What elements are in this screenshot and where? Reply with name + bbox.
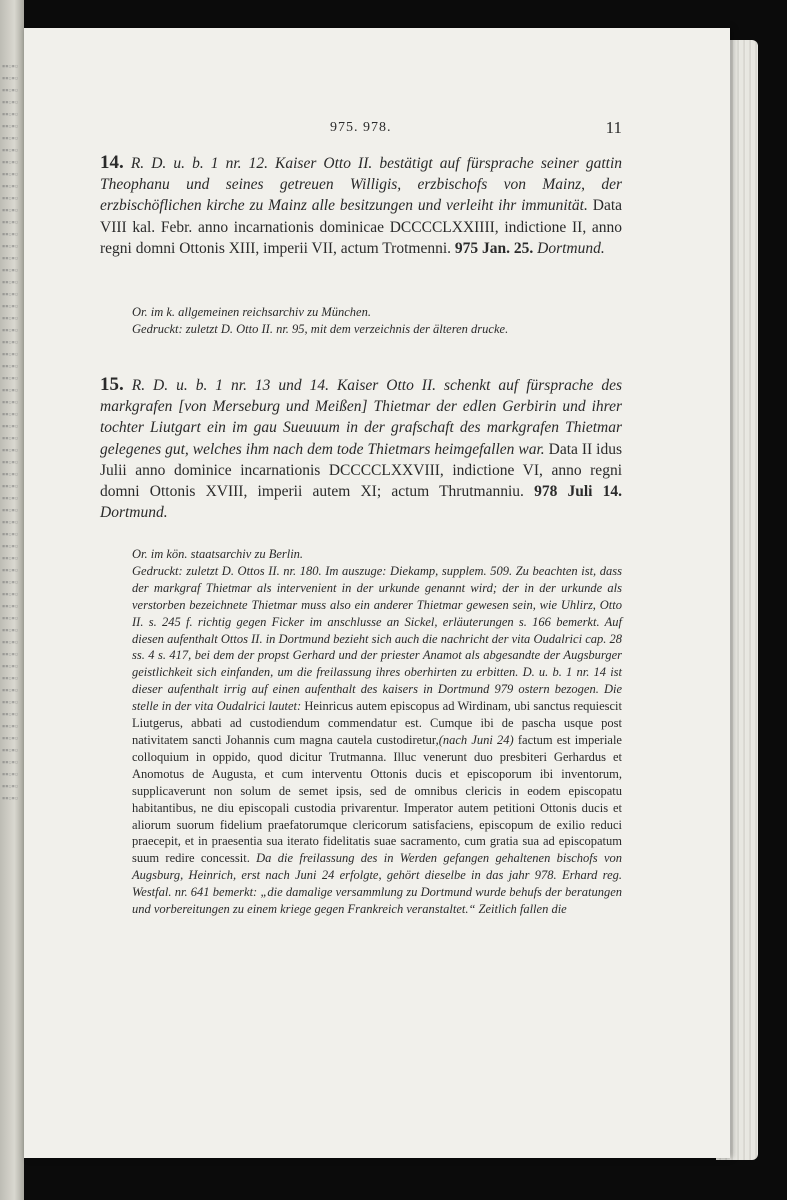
entry-summary: R. D. u. b. 1 nr. 12. Kaiser Otto II. bestätigt auf fürsprache seiner gattin Theophanu und seines getreuen Willigis, erzbischofs von Mainz, der erzbischöflichen kirche zu Mainz alle besitzungen und verleiht ihr immunität. bbox=[100, 155, 622, 215]
entry-date: 975 Jan. 25. bbox=[454, 239, 534, 257]
entry-place: Dortmund. bbox=[537, 239, 605, 257]
entry-number: 14. bbox=[100, 152, 124, 173]
adjacent-page-edge-texture: ▪▪▫▪▫▪▪▫▪▫▪▪▫▪▫▪▪▫▪▫▪▪▫▪▫▪▪▫▪▫▪▪▫▪▫▪▪▫▪▫▪▪▫▪▫▪▪▫▪▫▪▪▫▪▫▪▪▫▪▫▪▪▫▪▫▪▪▫▪▫▪▪▫▪▫▪▪▫▪▫▪▪▫▪▫▪▪▫▪▫▪▪▫▪▫▪▪▫▪▫▪▪▫▪▫▪▪▫▪▫▪▪▫▪▫▪▪▫▪▫▪▪▫▪▫▪▪▫▪▫▪▪▫▪▫▪▪▫▪▫▪▪▫▪▫▪▪▫▪▫▪▪▫▪▫▪▪▫▪▫▪▪▫▪▫▪▪▫▪▫▪▪▫▪▫▪▪▫▪▫▪▪▫▪▫▪▪▫▪▫▪▪▫▪▫▪▪▫▪▫▪▪▫▪▫▪▪▫▪▫▪▪▫▪▫▪▪▫▪▫▪▪▫▪▫▪▪▫▪▫▪▪▫▪▫▪▪▫▪▫▪▪▫▪▫▪▪▫▪▫▪▪▫▪▫▪▪▫▪▫▪▪▫▪▫▪▪▫▪▫▪▪▫▪▫▪▪▫▪▫▪▪▫▪▫▪▪▫▪▫▪▪▫▪▫▪▪▫▪▫▪▪▫▪▫▪▪▫▪▫ bbox=[2, 61, 18, 803]
entry-15 bbox=[100, 374, 622, 523]
note-commentary: Gedruckt: zuletzt D. Ottos II. nr. 180. Im auszuge: Diekamp, supplem. 509. Zu beachten ist, dass der markgraf Thietmar als intervenient in der urkunde genannt wird; der in der urkunde als verstorben bezeichnete Thietmar muss also ein anderer Thietmar gewesen sein, wie Uhlirz, Otto II. s. 245 f. richtig gegen Ficker im anschlusse an Sickel, erläuterungen s. 166 bemerkt. Auf diesen aufenthalt Ottos II. in Dortmund bezieht sich auch die nachricht der vita Oudalrici cap. 28 ss. 4 s. 417, bei dem der propst Gerhard und der priester Anamot als abgesandte der Augsburger geistlichkeit sich einfanden, um die freilassung ihres oberhirten zu erbitten. D. u. b. 1 nr. 14 ist dieser aufenthalt irrig auf einen aufenthalt des kaisers in Dortmund 979 ostern bezogen. Die stelle in der vita Oudalrici lautet: bbox=[132, 563, 622, 714]
entry-14 bbox=[100, 152, 622, 259]
note-commentary-continued: Da die freilassung des in Werden gefangen gehaltenen bischofs von Augsburg, Heinrich, erst nach Juni 24 erfolgte, gehört dieselbe in das jahr 978. Erhard reg. Westfal. nr. 641 bemerkt: „die damalige versammlung zu Dortmund wurde behufs der beratungen und vorbereitungen zu einem kriege gegen Frankreich veranstaltet.“ Zeitlich fallen die bbox=[132, 851, 622, 917]
adjacent-left-page bbox=[0, 0, 24, 1200]
entry-dating-text: Data VIII kal. Febr. anno incarnationis dominicae DCCCCLXXIIII, indictione II, anno regni domni Ottonis XIII, imperii VII, actum Trotmenni. bbox=[100, 197, 623, 257]
latin-quote-continued: factum est imperiale colloquium in oppido, quod dicitur Trutmanna. Illuc venerunt duo presbiteri Gerhardus et Anomotus de Augusta, et cum interventu Ottonis ducis et episcoporum ibi inventorum, supplicaverunt non solum de semet ipsis, sed de omnibus clericis in eodem episcopatu habitantibus, ne diu episcopali custodia privarentur. Imperator autem petitioni Ottonis ducis et aliorum suorum fidelium praefatorumque clericorum satisfaciens, episcopum de exilio reduci praecepit, et in praesentia sua iterato fidelitatis suae sacramento, cum gratia sua ad episcopatum suum redire concessit. bbox=[132, 732, 622, 866]
entry-place: Dortmund. bbox=[100, 504, 168, 522]
note-original: Or. im k. allgemeinen reichsarchiv zu München. bbox=[132, 305, 371, 319]
entry-dating-text: Data II idus Julii anno dominice incarnationis DCCCCLXXVIII, indictione VI, anno regni domni Ottonis XVIII, imperii autem XI; actum Thrutmanniu. bbox=[100, 440, 622, 501]
book-page bbox=[24, 28, 730, 1158]
page-number: 11 bbox=[605, 118, 622, 137]
date-insertion: (nach Juni 24) bbox=[438, 732, 514, 747]
note-original: Or. im kön. staatsarchiv zu Berlin. bbox=[132, 547, 304, 561]
running-header bbox=[100, 120, 622, 140]
entry-date: 978 Juli 14. bbox=[534, 483, 623, 501]
entry-14-notes bbox=[100, 304, 622, 338]
latin-quote: Heinricus autem episcopus ad Wirdinam, ubi sanctus requiescit Liutgerus, abbati ad custodiendum commendatur est. Cumque ibi de pascha usque post nativitatem sancti Johannis cum magna cautela custodiretur, bbox=[132, 699, 623, 747]
entry-summary: R. D. u. b. 1 nr. 13 und 14. Kaiser Otto II. schenkt auf fürsprache des markgrafen [von Merseburg und Meißen] Thietmar der edlen Gerbirin und ihrer tochter Liutgart ein im gau Sueuuum in der grafschaft des markgrafen Thietmar gelegenes gut, welches ihm nach dem tode Thietmars heimgefallen war. bbox=[100, 377, 622, 458]
note-printed: Gedruckt: zuletzt D. Otto II. nr. 95, mit dem verzeichnis der älteren drucke. bbox=[132, 321, 509, 336]
entry-15-notes bbox=[100, 546, 622, 918]
header-years: 975. 978. bbox=[330, 120, 392, 135]
entry-number: 15. bbox=[100, 374, 124, 395]
